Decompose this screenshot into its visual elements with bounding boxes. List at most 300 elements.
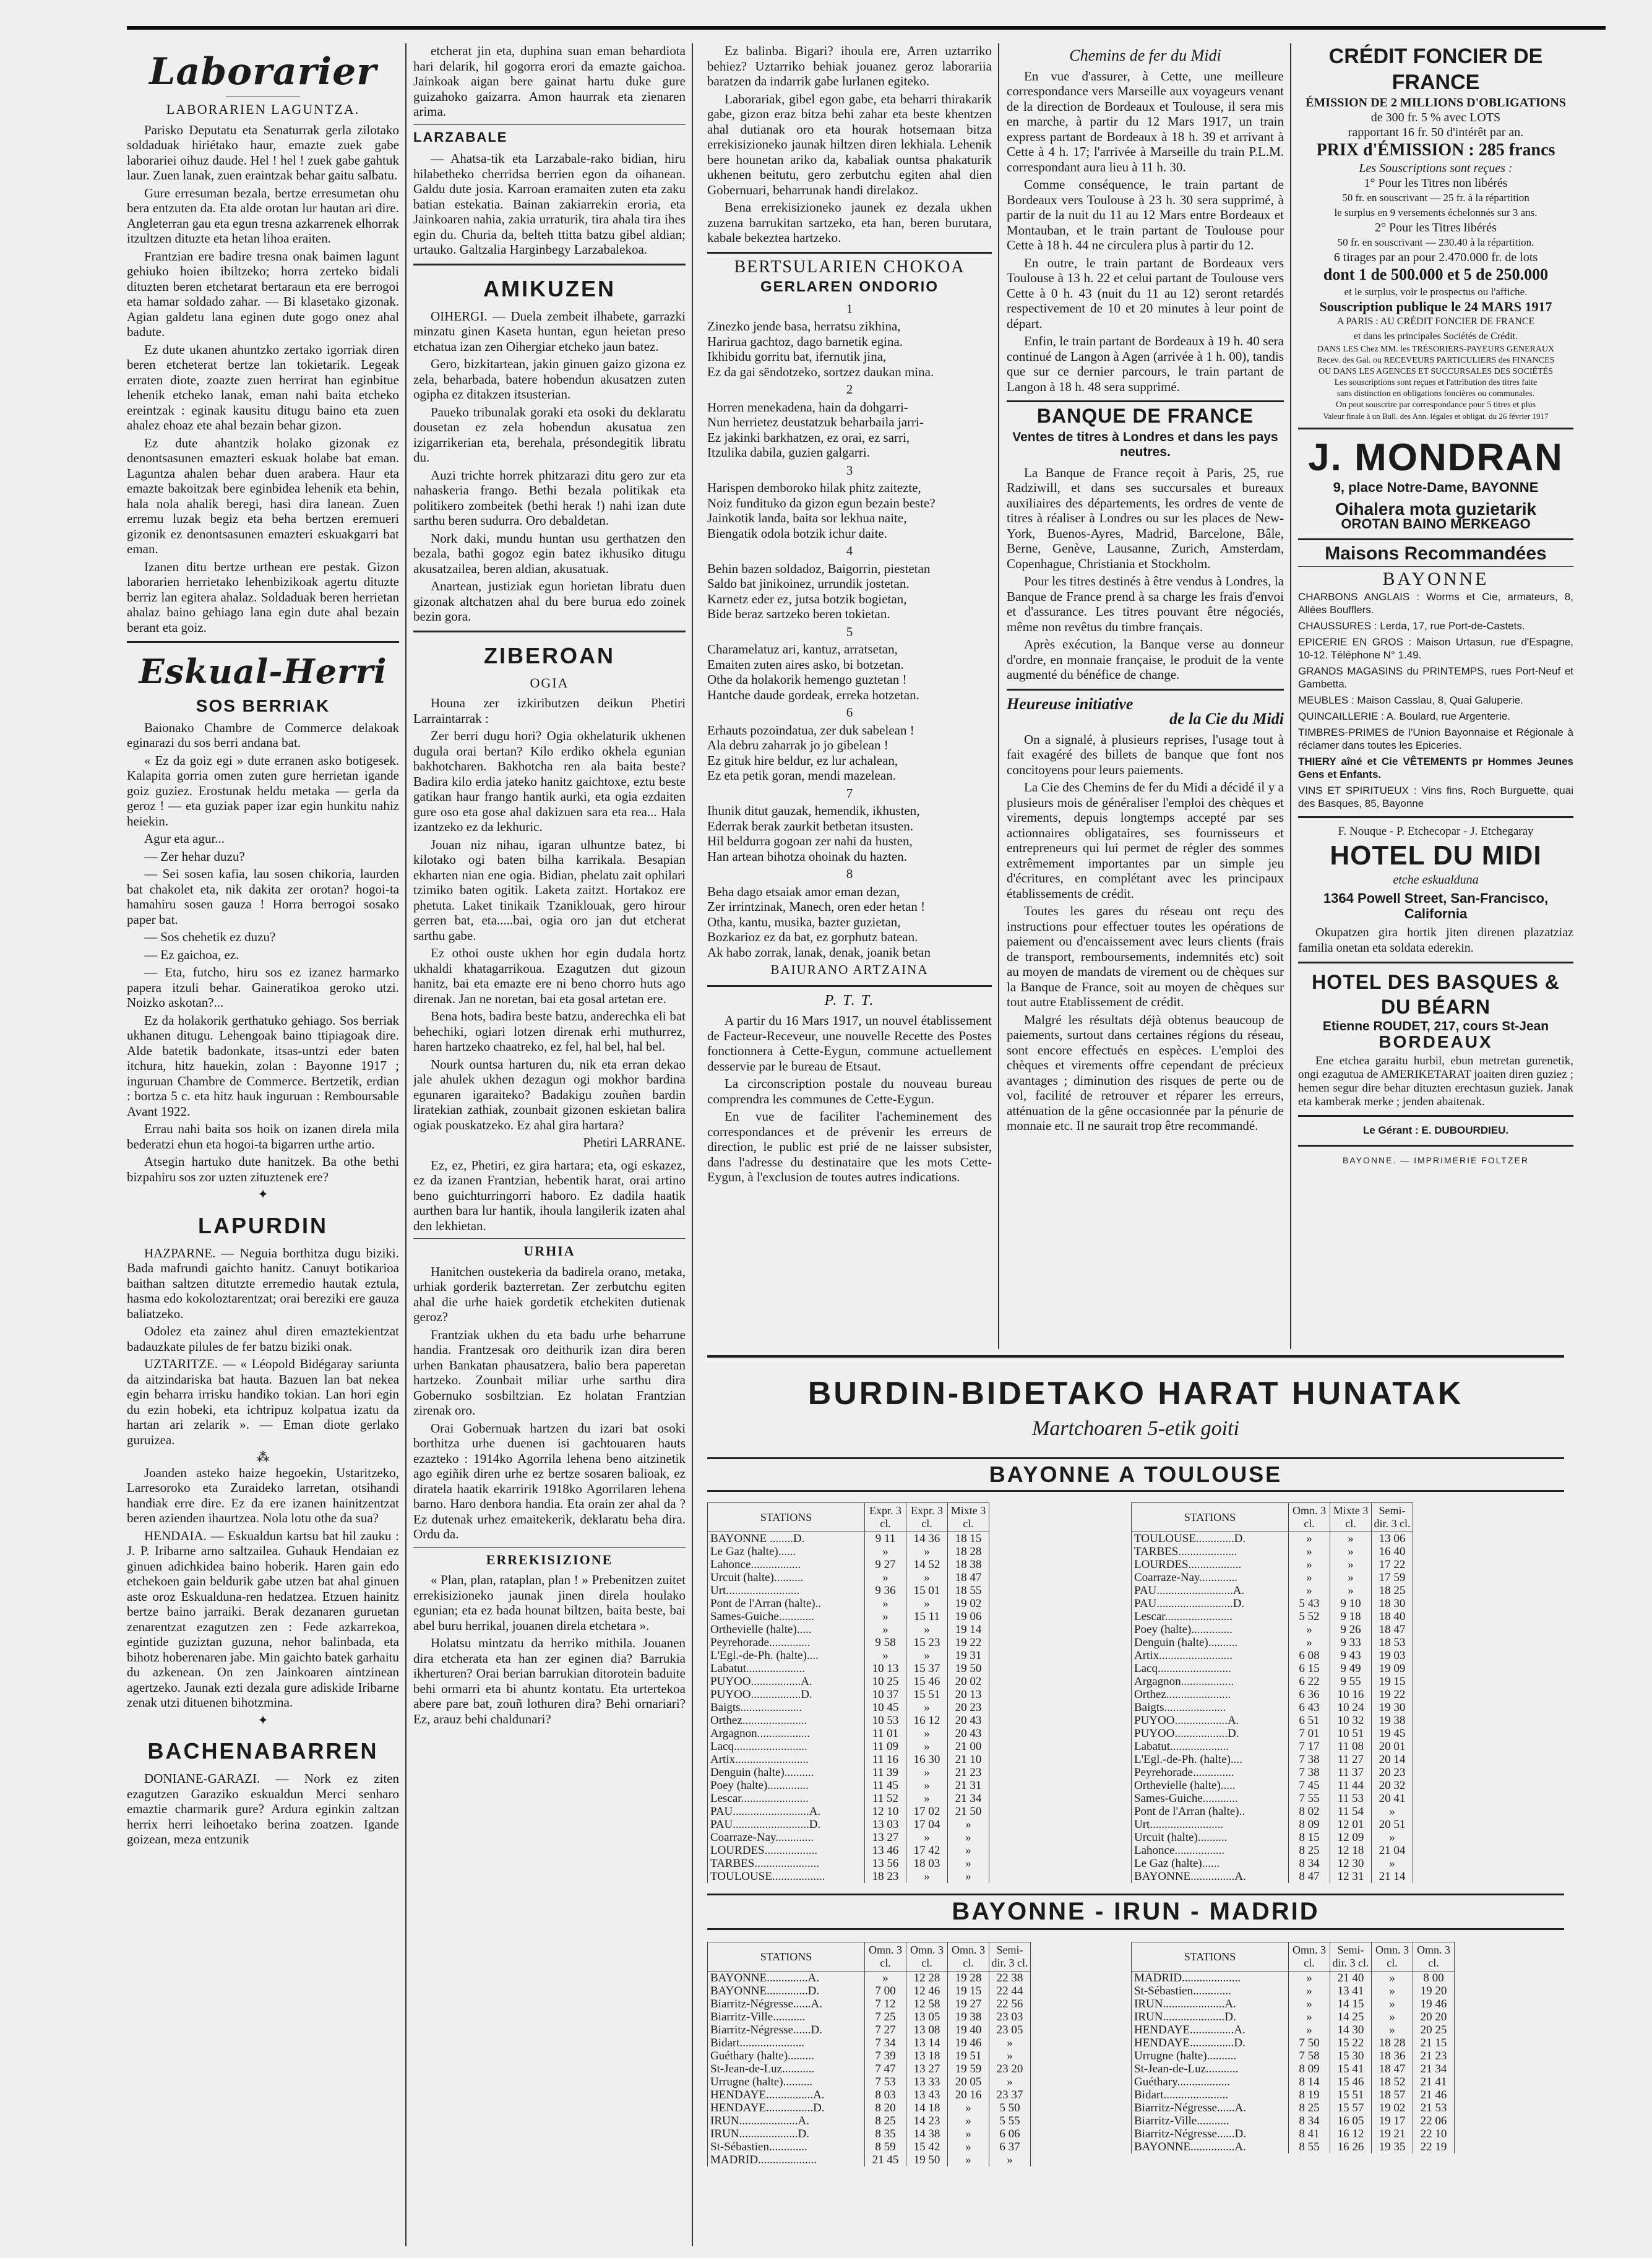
departure-time: 18 36 [1372, 2049, 1413, 2062]
departure-time: 22 19 [1413, 2140, 1455, 2153]
departure-time: 16 30 [906, 1753, 948, 1766]
paragraph: Comme conséquence, le train partant de Bordeaux vers Toulouse à 23 h. 30 sera supprimé, à partir de la nuit du 11 au 12 Mars entre Bordeaux et Montauban, et le train partant de Toulouse pour Cette à 18 h. 44 ne circulera plus à partir du 12. [1007, 177, 1284, 252]
departure-time: 6 06 [989, 2127, 1031, 2140]
paragraph: Gero, bizkitartean, jakin ginuen gaizo gizona ez zela, beharbada, batere hobendun akusatzen zuten ogipha ez ditakzen itsusterian. [413, 356, 686, 402]
departure-time: » [1372, 1984, 1413, 1997]
departure-time: 20 01 [1372, 1740, 1413, 1753]
departure-time: » [948, 2114, 989, 2127]
departure-time: 21 23 [1413, 2049, 1455, 2062]
departure-time: 10 24 [1330, 1701, 1372, 1714]
ad-title: CRÉDIT FONCIER DE FRANCE [1328, 45, 1543, 94]
station-name: St-Sébastien............. [1132, 1984, 1289, 1997]
timetable-madrid-bayonne [1131, 1942, 1455, 2153]
ad-title: HOTEL DES BASQUES & DU BÉARN [1312, 971, 1560, 1018]
timetable-row [1132, 1805, 1413, 1818]
timetable-row [1132, 2062, 1455, 2075]
paragraph: Malgré les résultats déjà obtenus beaucoup de paiements, surtout dans certaines régions du réseau, sont encore effectués en espèces. L'emploi des chèques et virements offre cependant de précieux avantages ; diminution des risques de perte ou de vol, facilité de retrouver et réparer les erreurs, atténuation de la gêne occasionnée par la pénurie de monnaie etc. Il ne saurait trop être recommandé. [1007, 1012, 1284, 1133]
article-lapurdin [127, 1246, 399, 1710]
ad-line: Souscription publique le 24 MARS 1917 [1319, 299, 1552, 314]
station-name: IRUN....................D. [708, 2127, 865, 2140]
station-name: BAYONNE..............A. [708, 1971, 865, 1985]
timetable-toulouse-bayonne [1131, 1502, 1413, 1883]
departure-time: 11 16 [865, 1753, 906, 1766]
ad-title: Maisons Recommandées [1325, 543, 1547, 564]
timetable-row [708, 1766, 989, 1779]
stanza-number: 5 [846, 624, 853, 639]
column-3 [707, 43, 992, 1343]
departure-time: 21 46 [1413, 2088, 1455, 2101]
ad-credit-foncier [1298, 43, 1573, 421]
timetable-row [708, 1558, 989, 1571]
listing: CHAUSSURES : Lerda, 17, rue Port-de-Castets. [1298, 619, 1525, 632]
departure-time: » [1330, 1545, 1372, 1558]
divider [1298, 816, 1573, 818]
timetable-column-header: Mixte 3 cl. [1330, 1503, 1372, 1532]
timetable-row [1132, 1597, 1413, 1610]
departure-time: 13 14 [906, 2036, 948, 2049]
timetable-row [1132, 1636, 1413, 1649]
top-rule [127, 26, 1606, 30]
paragraph: Nourk ountsa harturen du, nik eta erran dekao jale ahulek ukhen dezagun ogi mokhor bardina egunaren igaraiteko? Badakigu zouñen bardin liratekian zathiak, zounbait gizonen eskietan balira ogiak pouskatzeko. Ez ahal gira hartara? [413, 1056, 686, 1132]
verse: Saldo bat jinikoinez, urrundik jostetan. [707, 576, 910, 591]
ad-line: et le surplus, voir le prospectus ou l'affiche. [1344, 286, 1528, 298]
departure-time: 9 36 [865, 1584, 906, 1597]
departure-time: 7 34 [865, 2036, 906, 2049]
departure-time: 10 51 [1330, 1727, 1372, 1740]
timetable-row [1132, 2127, 1455, 2140]
divider [1298, 962, 1573, 963]
departure-time: 17 22 [1372, 1558, 1413, 1571]
departure-time: 20 13 [948, 1688, 989, 1701]
departure-time: » [1289, 1558, 1330, 1571]
column-1 [127, 43, 399, 2246]
station-name: Poey (halte).............. [1132, 1623, 1289, 1636]
departure-time: 19 22 [948, 1636, 989, 1649]
article-title-errekisizione: ERREKISIZIONE [486, 1551, 613, 1567]
departure-time: 10 53 [865, 1714, 906, 1727]
departure-time: 19 28 [948, 1971, 989, 1985]
timetable-row [1132, 1857, 1413, 1870]
section-title-ziberoan: ZIBEROAN [484, 642, 615, 668]
departure-time: 15 42 [906, 2140, 948, 2153]
listing: QUINCAILLERIE : A. Boulard, rue Argenterie. [1298, 710, 1510, 722]
station-name: Biarritz-Ville........... [708, 2010, 865, 2023]
station-name: Sames-Guiche............ [708, 1610, 865, 1623]
timetable-row [708, 2049, 1031, 2062]
ad-line: 6 tirages par an pour 2.470.000 fr. de lots [1333, 251, 1538, 264]
departure-time: 13 27 [906, 2062, 948, 2075]
station-name: PAU..........................D. [1132, 1597, 1289, 1610]
departure-time: » [1289, 1584, 1330, 1597]
ad-line: 1° Pour les Titres non libérés [1364, 176, 1508, 190]
paragraph: On a signalé, à plusieurs reprises, l'usage tout à fait exagéré des billets de banque que font nos concitoyens pour leurs paiements. [1007, 731, 1284, 777]
station-name: Lacq......................... [1132, 1662, 1289, 1675]
timetable-row [1132, 2010, 1455, 2023]
verse: Ihunik ditut gauzak, hemendik, ikhusten, [707, 803, 920, 818]
departure-time: 10 16 [1330, 1688, 1372, 1701]
station-name: L'Egl.-de-Ph. (halte).... [708, 1649, 865, 1662]
timetable-row [1132, 1714, 1413, 1727]
station-name: St-Sébastien............. [708, 2140, 865, 2153]
verse: Ak habo zorrak, lanak, denak, joanik betan [707, 944, 931, 960]
departure-time: 19 51 [948, 2049, 989, 2062]
departure-time: 13 08 [906, 2023, 948, 2036]
verse: Ikhibidu gorritu bat, ifernutik jina, [707, 349, 887, 364]
divider [127, 641, 399, 643]
departure-time: 23 05 [989, 2023, 1031, 2036]
departure-time: 19 17 [1372, 2114, 1413, 2127]
timetable-row [1132, 2075, 1455, 2088]
station-name: IRUN.....................A. [1132, 1997, 1289, 2010]
departure-time: 21 04 [1372, 1844, 1413, 1857]
departure-time: 18 53 [1372, 1636, 1413, 1649]
departure-time: 20 43 [948, 1714, 989, 1727]
stanza-number: 7 [846, 785, 853, 801]
station-name: Sames-Guiche............ [1132, 1792, 1289, 1805]
departure-time: 20 05 [948, 2075, 989, 2088]
signature: Phetiri LARRANE. [583, 1135, 686, 1150]
departure-time: 13 27 [865, 1831, 906, 1844]
timetable-title: BURDIN-BIDETAKO HARAT HUNATAK [807, 1376, 1464, 1411]
departure-time: 5 55 [989, 2114, 1031, 2127]
timetable-row [1132, 1662, 1413, 1675]
departure-time: 17 59 [1372, 1571, 1413, 1584]
article-title-ogia: OGIA [530, 674, 569, 691]
verse: Behin bazen soldadoz, Baigorrin, piestetan [707, 561, 931, 576]
timetable-row [708, 1545, 989, 1558]
ad-line: DANS LES Chez MM. les TRÉSORIERS-PAYEURS GENERAUX [1317, 345, 1555, 354]
ad-subtitle: etche eskualduna [1393, 873, 1479, 887]
article-title-sos-berriak: SOS BERRIAK [196, 696, 330, 715]
paragraph: Baionako Chambre de Commerce delakoak eginarazi du sos berri andana bat. [127, 720, 399, 750]
departure-time: 13 41 [1330, 1984, 1372, 1997]
departure-time: 19 03 [1372, 1649, 1413, 1662]
ad-line: Valeur finale à un Bull. des Ann. légales et obligat. du 26 février 1917 [1323, 412, 1549, 421]
timetable-row [708, 1740, 989, 1753]
verse: Karnetz eder ez, jutsa botzik bogietan, [707, 591, 907, 606]
timetable-column-header: Omn. 3 cl. [865, 1942, 906, 1971]
departure-time: 10 45 [865, 1701, 906, 1714]
verse: Othe da holakorik hemengo guztetan ! [707, 672, 907, 687]
departure-time: » [989, 2153, 1031, 2166]
departure-time: » [948, 1818, 989, 1831]
departure-time: » [1372, 2010, 1413, 2023]
departure-time: 8 09 [1289, 1818, 1330, 1831]
timetable-row [708, 1636, 989, 1649]
timetable-header-row [1132, 1503, 1413, 1532]
departure-time: 19 09 [1372, 1662, 1413, 1675]
column-rule [692, 43, 693, 2246]
station-name: Pont de l'Arran (halte).. [708, 1597, 865, 1610]
timetable-column-header: STATIONS [708, 1942, 865, 1971]
timetable-row [1132, 1740, 1413, 1753]
departure-time: 8 20 [865, 2101, 906, 2114]
station-name: Argagnon.................. [1132, 1675, 1289, 1688]
paragraph: Bena hots, badira beste batzu, anderechka eli bat behechiki, ogiari lotzen direnak erhi muthurrez, haren hartzeko chaatreko, ez fel, hal bel, hal bel. [413, 1009, 686, 1054]
timetable-row [1132, 2140, 1455, 2153]
departure-time: 16 12 [1330, 2127, 1372, 2140]
divider [413, 264, 686, 265]
timetable-row [1132, 1701, 1413, 1714]
station-name: Orthevielle (halte)..... [1132, 1779, 1289, 1792]
printer-line: BAYONNE. — IMPRIMERIE FOLTZER [1343, 1155, 1529, 1165]
timetable-row [1132, 1727, 1413, 1740]
departure-time: 19 06 [948, 1610, 989, 1623]
departure-time: 13 56 [865, 1857, 906, 1870]
paragraph: Errau nahi baita sos hoik on izanen direla mila bederatzi ehun eta hogoi-ta bigarren urthe artio. [127, 1121, 399, 1152]
departure-time: 14 23 [906, 2114, 948, 2127]
timetable-row [1132, 2023, 1455, 2036]
departure-time: » [906, 1597, 948, 1610]
station-name: Biarritz-Négresse......A. [708, 1997, 865, 2010]
station-name: LOURDES.................. [1132, 1558, 1289, 1571]
departure-time: » [948, 2127, 989, 2140]
departure-time: 15 41 [1330, 2062, 1372, 2075]
station-name: BAYONNE...............A. [1132, 1870, 1289, 1883]
departure-time: 9 10 [1330, 1597, 1372, 1610]
departure-time: 20 25 [1413, 2023, 1455, 2036]
timetable-row [1132, 1558, 1413, 1571]
timetable-header-row [708, 1942, 1031, 1971]
article-title-chemins-de-fer: Chemins de fer du Midi [1069, 46, 1221, 64]
poem-signature: BAIURANO ARTZAINA [770, 962, 929, 977]
ad-line: OU DANS LES AGENCES ET SUCCURSALES DES SOCIÉTÉS [1319, 367, 1553, 376]
departure-time: 21 23 [948, 1766, 989, 1779]
departure-time: 19 27 [948, 1997, 989, 2010]
article-sos-berriak [127, 720, 399, 1185]
timetable-column-header: STATIONS [1132, 1503, 1289, 1532]
departure-time: 20 23 [948, 1701, 989, 1714]
departure-time: 9 49 [1330, 1662, 1372, 1675]
departure-time: 22 06 [1413, 2114, 1455, 2127]
ad-city: BAYONNE [1382, 569, 1489, 589]
departure-time: 9 58 [865, 1636, 906, 1649]
departure-time: 16 05 [1330, 2114, 1372, 2127]
ad-text: Ene etchea garaitu hurbil, ebun metretan gurenetik, ongi ezagutua de AMERIKETARAT joaiten diren guziez ; hemen segur dire behar dituzten erechtasun guziek. Janak eta kamberak merke ; jenden abaitenak. [1298, 1054, 1573, 1108]
station-name: St-Jean-de-Luz........... [708, 2062, 865, 2075]
timetable-bayonne-madrid [707, 1942, 1031, 2166]
departure-time: 13 18 [906, 2049, 948, 2062]
timetable-row [1132, 1623, 1413, 1636]
departure-time: 22 44 [989, 1984, 1031, 1997]
ad-line: Recev. des Gal. ou RECEVEURS PARTICULIERS des FINANCES [1317, 356, 1555, 365]
timetable-row [708, 2010, 1031, 2023]
timetable-header-row [1132, 1942, 1455, 1971]
departure-time: 15 01 [906, 1584, 948, 1597]
paragraph: etcherat jin eta, duphina suan eman behardiota hari delarik, hil gogorra erori da emazte gaichoa. Jainkoak aigan bere gainat hartu duke gure guizahoko gaizarra. Amon haurrak eta zienaren arima. [413, 43, 686, 119]
article-title-larzabale: LARZABALE [413, 129, 508, 145]
departure-time: 8 34 [1289, 1857, 1330, 1870]
departure-time: 7 53 [865, 2075, 906, 2088]
ad-line: A PARIS : AU CRÉDIT FONCIER DE FRANCE [1336, 316, 1535, 327]
departure-time: 7 55 [1289, 1792, 1330, 1805]
timetable-row [708, 1675, 989, 1688]
station-name: Bidart...................... [708, 2036, 865, 2049]
departure-time: 13 03 [865, 1818, 906, 1831]
station-name: St-Jean-de-Luz........... [1132, 2062, 1289, 2075]
ad-line: PRIX d'ÉMISSION : 285 francs [1316, 140, 1555, 160]
article-title-urhia: URHIA [523, 1243, 575, 1259]
paragraph: — Sei sosen kafia, lau sosen chikoria, laurden bat chakolet eta, nik dakita zer orotan? hogoi-ta hamahiru sosen gauza ! Horra berrogoi sosako paper bat. [127, 866, 399, 927]
departure-time: 12 28 [906, 1971, 948, 1985]
departure-time: 18 47 [1372, 2062, 1413, 2075]
departure-time: » [865, 1623, 906, 1636]
paragraph: A partir du 16 Mars 1917, un nouvel établissement de Facteur-Receveur, une nouvelle Recette des Postes fonctionnera à Cette-Eygun, commune actuellement desservie par le bureau de Etsaut. [707, 1013, 992, 1074]
departure-time: 13 43 [906, 2088, 948, 2101]
verse: Ala debru zaharrak jo jo gibelean ! [707, 738, 888, 752]
departure-time: 14 36 [906, 1532, 948, 1546]
ad-line: 50 fr. en souscrivant — 25 fr. à la répartition [1342, 192, 1529, 204]
article-subtitle: Ventes de titres à Londres et dans les pays neutres. [1012, 429, 1278, 459]
departure-time: 19 02 [948, 1597, 989, 1610]
timetable-row [708, 2101, 1031, 2114]
departure-time: » [1289, 2023, 1330, 2036]
timetable-column-header: STATIONS [1132, 1942, 1289, 1971]
listing: MEUBLES : Maison Casslau, 8, Quai Galuperie. [1298, 694, 1523, 706]
listing: CHARBONS ANGLAIS : Worms et Cie, armateurs, 8, Allées Boufflers. [1298, 590, 1573, 616]
timetable-2-right [1131, 1942, 1455, 2153]
paragraph: — Zer hehar duzu? [144, 848, 245, 864]
ad-address: 1364 Powell Street, San-Francisco, California [1323, 890, 1549, 921]
station-name: Pont de l'Arran (halte).. [1132, 1805, 1289, 1818]
station-name: Biarritz-Négresse......D. [1132, 2127, 1289, 2140]
departure-time: 7 50 [1289, 2036, 1330, 2049]
station-name: Urt......................... [1132, 1818, 1289, 1831]
paragraph: Atsegin hartuko dute hanitzek. Ba othe bethi bizpahiru sos zor uzten zituztenek ere? [127, 1154, 399, 1184]
departure-time: 5 52 [1289, 1610, 1330, 1623]
timetable-column-header: Omn. 3 cl. [1372, 1942, 1413, 1971]
section-title-eskual-herri: Eskual-Herri [139, 652, 387, 691]
departure-time: » [865, 1597, 906, 1610]
paragraph: La Banque de France reçoit à Paris, 25, rue Radziwill, et dans ses succursales et bureaux auxiliaires des départements, les ordres de vente de titres à réaliser à Londres ou sur les places de New-York, Buenos-Ayres, Madrid, Barcelone, Bâle, Berne, Genève, Lausanne, Zurich, Amsterdam, Copenhague, Christiania et Stockholm. [1007, 465, 1284, 571]
departure-time: 21 00 [948, 1740, 989, 1753]
timetable-row [1132, 1545, 1413, 1558]
listing: GRANDS MAGASINS du PRINTEMPS, rues Port-Neuf et Gambetta. [1298, 665, 1573, 690]
verse: Nun herrietez deustatzuk beharbaila jarri- [707, 415, 924, 429]
verse: Horren menekadena, hain da dohgarri- [707, 399, 908, 415]
article-subtitle: LABORARIEN LAGUNTZA. [166, 101, 360, 117]
departure-time: 19 31 [948, 1649, 989, 1662]
paragraph: Parisko Deputatu eta Senaturrak gerla zilotako soldaduak hiriétako haur, emazte zuek gabe laborariei oihuz daude. Hel ! hel ! zuek gabe gahtuk laur. Zuen lanak, zuen eraintzak behar gaitu salbatu. [127, 122, 399, 183]
departure-time: 18 57 [1372, 2088, 1413, 2101]
departure-time: » [1372, 1971, 1413, 1985]
departure-time: 20 32 [1372, 1779, 1413, 1792]
timetable-column-header: Omn. 3 cl. [1413, 1942, 1455, 1971]
station-name: HENDAYE................D. [708, 2101, 865, 2114]
listing: VINS ET SPIRITUEUX : Vins fins, Roch Burguette, quai des Basques, 85, Bayonne [1298, 784, 1573, 809]
verse: Harispen demboroko hilak phitz zaitezte, [707, 480, 921, 495]
divider [413, 1238, 686, 1239]
paragraph: Frantzian ere badire tresna onak baimen lagunt gehiuko hoien ibiltzeko; horra zerteko bidali dituzten beren etchetarat bertaraun eta ere berrogoi eta hamar soldado zahar. — Bi klasetako gizonak. Agian galdetu lana eginen dute gogo onez ahal badute. [127, 248, 399, 339]
departure-time: 17 42 [906, 1844, 948, 1857]
paragraph: Houna zer izkiributzen deikun Phetiri Larraintarrak : [413, 696, 686, 726]
departure-time: » [865, 1571, 906, 1584]
departure-time: 8 19 [1289, 2088, 1330, 2101]
departure-time: » [1372, 1997, 1413, 2010]
departure-time: » [906, 1727, 948, 1740]
ad-line: OROTAN BAINO MERKEAGO [1341, 516, 1531, 532]
departure-time: 18 47 [948, 1571, 989, 1584]
departure-time: » [989, 2036, 1031, 2049]
departure-time: 6 15 [1289, 1662, 1330, 1675]
timetable-1-right [1131, 1502, 1413, 1883]
timetable-column-header: Semi-dir. 3 cl. [989, 1942, 1031, 1971]
departure-time: » [989, 2075, 1031, 2088]
timetable-row [708, 1649, 989, 1662]
departure-time: 12 18 [1330, 1844, 1372, 1857]
timetable-row [1132, 1831, 1413, 1844]
station-name: Lahonce................. [708, 1558, 865, 1571]
divider [1298, 1115, 1573, 1117]
ad-title: J. MONDRAN [1308, 436, 1564, 479]
departure-time: » [1372, 2023, 1413, 2036]
ad-title: HOTEL DU MIDI [1330, 840, 1542, 871]
station-name: HENDAYE...............A. [1132, 2023, 1289, 2036]
departure-time: » [989, 2049, 1031, 2062]
departure-time: » [1330, 1571, 1372, 1584]
departure-time: 8 47 [1289, 1870, 1330, 1883]
departure-time: 19 35 [1372, 2140, 1413, 2153]
departure-time: 13 33 [906, 2075, 948, 2088]
departure-time: 15 51 [1330, 2088, 1372, 2101]
departure-time: » [1289, 1971, 1330, 1985]
paragraph: Ez othoi ouste ukhen hor egin dudala hortz ukhaldi khatagarrikoua. Ezagutzen dut gizoun hanitz, bai eta emazte ere ni beno chorro huts ago direnak. Jan ne noretan, bai eta gosal artetan ere. [413, 946, 686, 1006]
paragraph: En vue de faciliter l'acheminement des correspondances et de prévenir les erreurs de direction, le public est prié de ne laisser subsister, dans l'adresse du destinataire que les mots Cette-Eygun, à l'exclusion de toutes autres indications. [707, 1109, 992, 1184]
departure-time: » [906, 1623, 948, 1636]
timetable-column-header: STATIONS [708, 1503, 865, 1532]
departure-time: 21 10 [948, 1753, 989, 1766]
departure-time: 18 52 [1372, 2075, 1413, 2088]
listing: EPICERIE EN GROS : Maison Urtasun, rue d'Espagne, 10-12. Téléphone N° 1.49. [1298, 636, 1573, 661]
ad-line: ÉMISSION DE 2 MILLIONS D'OBLIGATIONS [1306, 96, 1566, 110]
departure-time: 12 10 [865, 1805, 906, 1818]
paragraph: Enfin, le train partant de Bordeaux à 19 h. 40 sera continué de Langon à Agen (arrivée à 1 h. 00), tandis que sur ce dernier parcours, le train partant de Langon à 18 h. 48 sera supprimé. [1007, 334, 1284, 394]
verse: Jainkotik landa, baita sor lekhua naite, [707, 511, 907, 525]
paragraph: « Ez da goiz egi » dute erranen asko botigesek. Kalapita gorria omen zuten gure herrietan igande goiz guziez. Erostunak heldu metaka — gerla da geroz ! — eta guziak paper izar egin hunkitu nahiz heiekin. [127, 752, 399, 829]
departure-time: 23 03 [989, 2010, 1031, 2023]
station-name: Le Gaz (halte)...... [1132, 1857, 1289, 1870]
verse: Noiz fundituko da gizon egun bezain beste? [707, 495, 936, 511]
ad-line: Oihalera mota guzietarik [1335, 499, 1537, 519]
paragraph: Ez dute ukanen ahuntzko zertako igorriak diren beren etcheterat bertze lan tokietarik. Legeak erraten diote, zoazte zuen herrirat han eginbitue lehenik etcheko lanak, eman nahi baita etcheko ereintzak : eginak kausitu ditugu baino eta zuen ahalez ehoaz ete ahal bezain behar gizon. [127, 342, 399, 433]
paragraph: Joanden asteko haize hegoekin, Ustaritzeko, Larresoroko eta Zuraideko larretan, otsihandi handiak erre dire. Ez da ere izanen hainitzentzat beren azienden ihaurtzea. Nola lotu othe da sua? [127, 1465, 399, 1525]
departure-time: 11 39 [865, 1766, 906, 1779]
departure-time: 9 43 [1330, 1649, 1372, 1662]
paragraph: Holatsu mintzatu da herriko mithila. Jouanen dira etcherata eta han zer eginen dia? Barrukia ikherturen? Orai berian barrukian ditorotein baduite behi ormarri eta bi ahuntz kontatu. Eta urtertekoa abere pare bat, zouñ lothuren dira? Behi ornariari? Ez, arauz behi chaldunari? [413, 1635, 686, 1726]
timetable-row [708, 1971, 1031, 1985]
departure-time: 7 45 [1289, 1779, 1330, 1792]
departure-time: 6 51 [1289, 1714, 1330, 1727]
paragraph: Pour les titres destinés à être vendus à Londres, la Banque de France prend à sa charge les frais d'envoi et d'assurance. Les titres pouvant être négociés, même non revêtus du timbre français. [1007, 574, 1284, 634]
timetable-row [708, 2036, 1031, 2049]
station-name: TOULOUSE.................. [708, 1870, 865, 1883]
departure-time: » [906, 1870, 948, 1883]
timetable-header-row [708, 1503, 989, 1532]
ad-mondran [1298, 436, 1573, 532]
paragraph: Paueko tribunalak goraki eta osoki du deklaratu dousetan ez zela hobendun akusatua zen izigarrikerian eta, berehala, présondegitik libratu du. [413, 404, 686, 465]
ad-maisons-recommandees [1298, 543, 1573, 810]
ad-line: Les Souscriptions sont reçues : [1359, 162, 1513, 175]
paragraph: HENDAIA. — Eskualdun kartsu bat hil zauku : J. P. Iribarne arno saltzailea. Guhauk Hendaian ez ginuen adichkidea baino hoberik. Haren gain edo etchekoen gain beldurik gabe utzen bat ahal ginuen aste oroz Eskualduna-ren hedatzea. Etzuen hainitz bertze baino jarraiki. Berak dezanaren guruetan zenarentzat ezagutzen zen : Fede azkarrekoa, egintide guziztan guzuna, nehor balinbada, eta bihotz hoberenaren jabe. Min gaichto batek garhaitu du azkenean. On zen Jainkoaren aintzinean agertzeko. Jaunak ezti dezala gure adiskide Iribarne zenak utzi dituenen bihotzmina. [127, 1528, 399, 1710]
article-title-heureuse-initiative: Heureuse initiative [1007, 694, 1134, 713]
departure-time: 9 26 [1330, 1623, 1372, 1636]
paragraph: « Plan, plan, rataplan, plan ! » Prebenitzen zuitet errekisizioneko jaunak jinen direla houlako egunian; eta ez bada hounat biltzen, baita beste, bai abel buru herrikal, jouanen direla etchetara ». [413, 1572, 686, 1633]
departure-time: 5 50 [989, 2101, 1031, 2114]
departure-time: 14 30 [1330, 2023, 1372, 2036]
departure-time: 5 43 [1289, 1597, 1330, 1610]
ad-hotel-des-basques [1298, 970, 1573, 1109]
departure-time: 11 54 [1330, 1805, 1372, 1818]
